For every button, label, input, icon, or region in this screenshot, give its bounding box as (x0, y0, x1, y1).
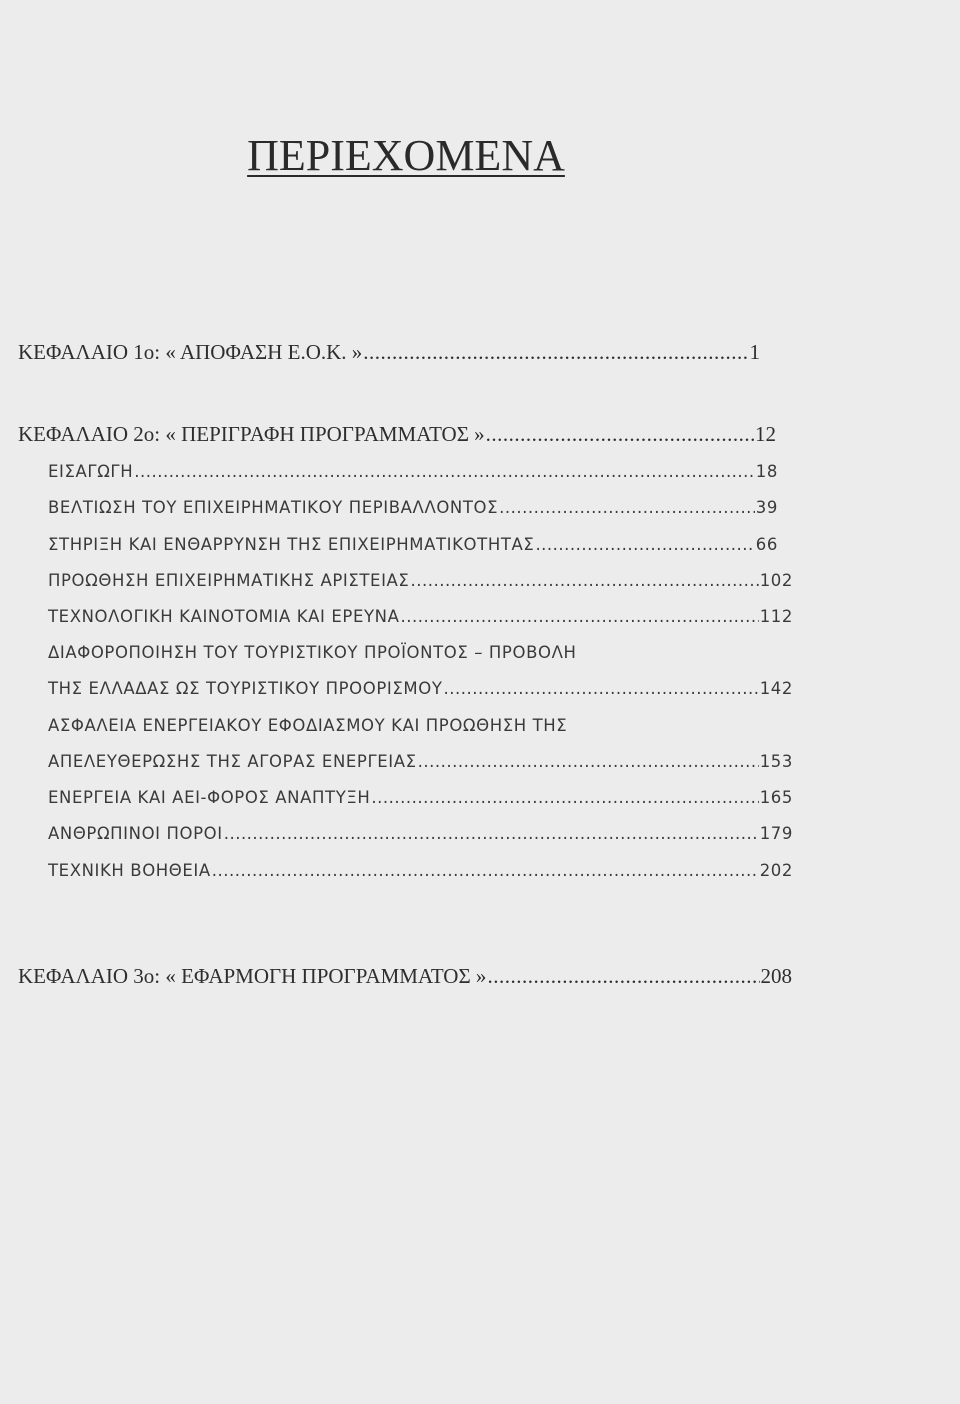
toc-section-entrepreneurship (48, 535, 778, 554)
toc-section-innovation-research (48, 607, 793, 626)
toc-section-label: ΕΝΕΡΓΕΙΑ ΚΑΙ ΑΕΙ-ΦΟΡΟΣ ΑΝΑΠΤΥΞΗ (48, 788, 371, 807)
toc-chapter-2-page: 12 (755, 422, 776, 446)
toc-section-page: 165 (759, 788, 793, 807)
toc-leader-dots (400, 607, 758, 626)
toc-section-introduction (48, 462, 778, 481)
toc-leader-dots (418, 752, 759, 771)
toc-chapter-3-label: ΚΕΦΑΛΑΙΟ 3ο: « ΕΦΑΡΜΟΓΗ ΠΡΟΓΡΑΜΜΑΤΟΣ » (18, 964, 487, 988)
toc-chapter-3 (18, 964, 792, 989)
toc-section-business-excellence (48, 571, 793, 590)
toc-section-business-environment (48, 498, 778, 517)
toc-section-tourism (48, 679, 793, 698)
toc-leader-dots (486, 422, 754, 447)
toc-chapter-1 (18, 340, 760, 365)
toc-section-label: ΑΝΘΡΩΠΙΝΟΙ ΠΟΡΟΙ (48, 824, 223, 843)
toc-leader-dots (535, 535, 754, 554)
toc-section-label: ΤΗΣ ΕΛΛΑΔΑΣ ΩΣ ΤΟΥΡΙΣΤΙΚΟΥ ΠΡΟΟΡΙΣΜΟΥ (48, 679, 443, 698)
toc-section-label: ΠΡΟΩΘΗΣΗ ΕΠΙΧΕΙΡΗΜΑΤΙΚΗΣ ΑΡΙΣΤΕΙΑΣ (48, 571, 410, 590)
toc-section-label: ΤΕΧΝΙΚΗ ΒΟΗΘΕΙΑ (48, 861, 211, 880)
toc-section-page: 202 (759, 861, 793, 880)
toc-section-page: 153 (759, 752, 793, 771)
toc-section-page: 39 (755, 498, 778, 517)
toc-section-sustainable-energy (48, 788, 793, 807)
toc-chapter-2 (18, 422, 776, 447)
toc-section-energy-security-line1: ΑΣΦΑΛΕΙΑ ΕΝΕΡΓΕΙΑΚΟΥ ΕΦΟΔΙΑΣΜΟΥ ΚΑΙ ΠΡΟΩΘΗΣΗ ΤΗΣ (48, 716, 568, 735)
toc-section-human-resources (48, 824, 793, 843)
toc-leader-dots (444, 679, 759, 698)
toc-leader-dots (371, 788, 758, 807)
toc-section-tourism-line1: ΔΙΑΦΟΡΟΠΟΙΗΣΗ ΤΟΥ ΤΟΥΡΙΣΤΙΚΟΥ ΠΡΟΪΟΝΤΟΣ – ΠΡΟΒΟΛΗ (48, 643, 577, 662)
toc-section-label: ΤΕΧΝΟΛΟΓΙΚΗ ΚΑΙΝΟΤΟΜΙΑ ΚΑΙ ΕΡΕΥΝΑ (48, 607, 400, 626)
toc-section-label: ΣΤΗΡΙΞΗ ΚΑΙ ΕΝΘΑΡΡΥΝΣΗ ΤΗΣ ΕΠΙΧΕΙΡΗΜΑΤΙΚΟΤΗΤΑΣ (48, 535, 535, 554)
toc-section-technical-assistance (48, 861, 793, 880)
toc-section-page: 179 (759, 824, 793, 843)
toc-section-page: 102 (759, 571, 793, 590)
page-title: ΠΕΡΙΕΧΟΜΕΝΑ (247, 131, 565, 180)
toc-leader-dots (212, 861, 759, 880)
toc-leader-dots (410, 571, 758, 590)
toc-leader-dots (499, 498, 755, 517)
toc-section-label: ΒΕΛΤΙΩΣΗ ΤΟΥ ΕΠΙΧΕΙΡΗΜΑΤΙΚΟΥ ΠΕΡΙΒΑΛΛΟΝΤΟΣ (48, 498, 499, 517)
toc-section-label: ΑΠΕΛΕΥΘΕΡΩΣΗΣ ΤΗΣ ΑΓΟΡΑΣ ΕΝΕΡΓΕΙΑΣ (48, 752, 417, 771)
toc-section-energy-security (48, 752, 793, 771)
toc-chapter-1-page: 1 (749, 340, 760, 364)
toc-section-page: 142 (759, 679, 793, 698)
toc-leader-dots (134, 462, 755, 481)
toc-leader-dots (487, 964, 759, 989)
toc-section-page: 18 (755, 462, 778, 481)
toc-section-label: ΕΙΣΑΓΩΓΗ (48, 462, 134, 481)
toc-chapter-1-label: ΚΕΦΑΛΑΙΟ 1ο: « ΑΠΟΦΑΣΗ Ε.Ο.Κ. » (18, 340, 363, 364)
toc-chapter-3-page: 208 (760, 964, 792, 988)
toc-chapter-2-label: ΚΕΦΑΛΑΙΟ 2ο: « ΠΕΡΙΓΡΑΦΗ ΠΡΟΓΡΑΜΜΑΤΟΣ » (18, 422, 485, 446)
toc-leader-dots (224, 824, 759, 843)
toc-leader-dots (363, 340, 748, 365)
toc-section-page: 112 (759, 607, 793, 626)
toc-section-page: 66 (755, 535, 778, 554)
